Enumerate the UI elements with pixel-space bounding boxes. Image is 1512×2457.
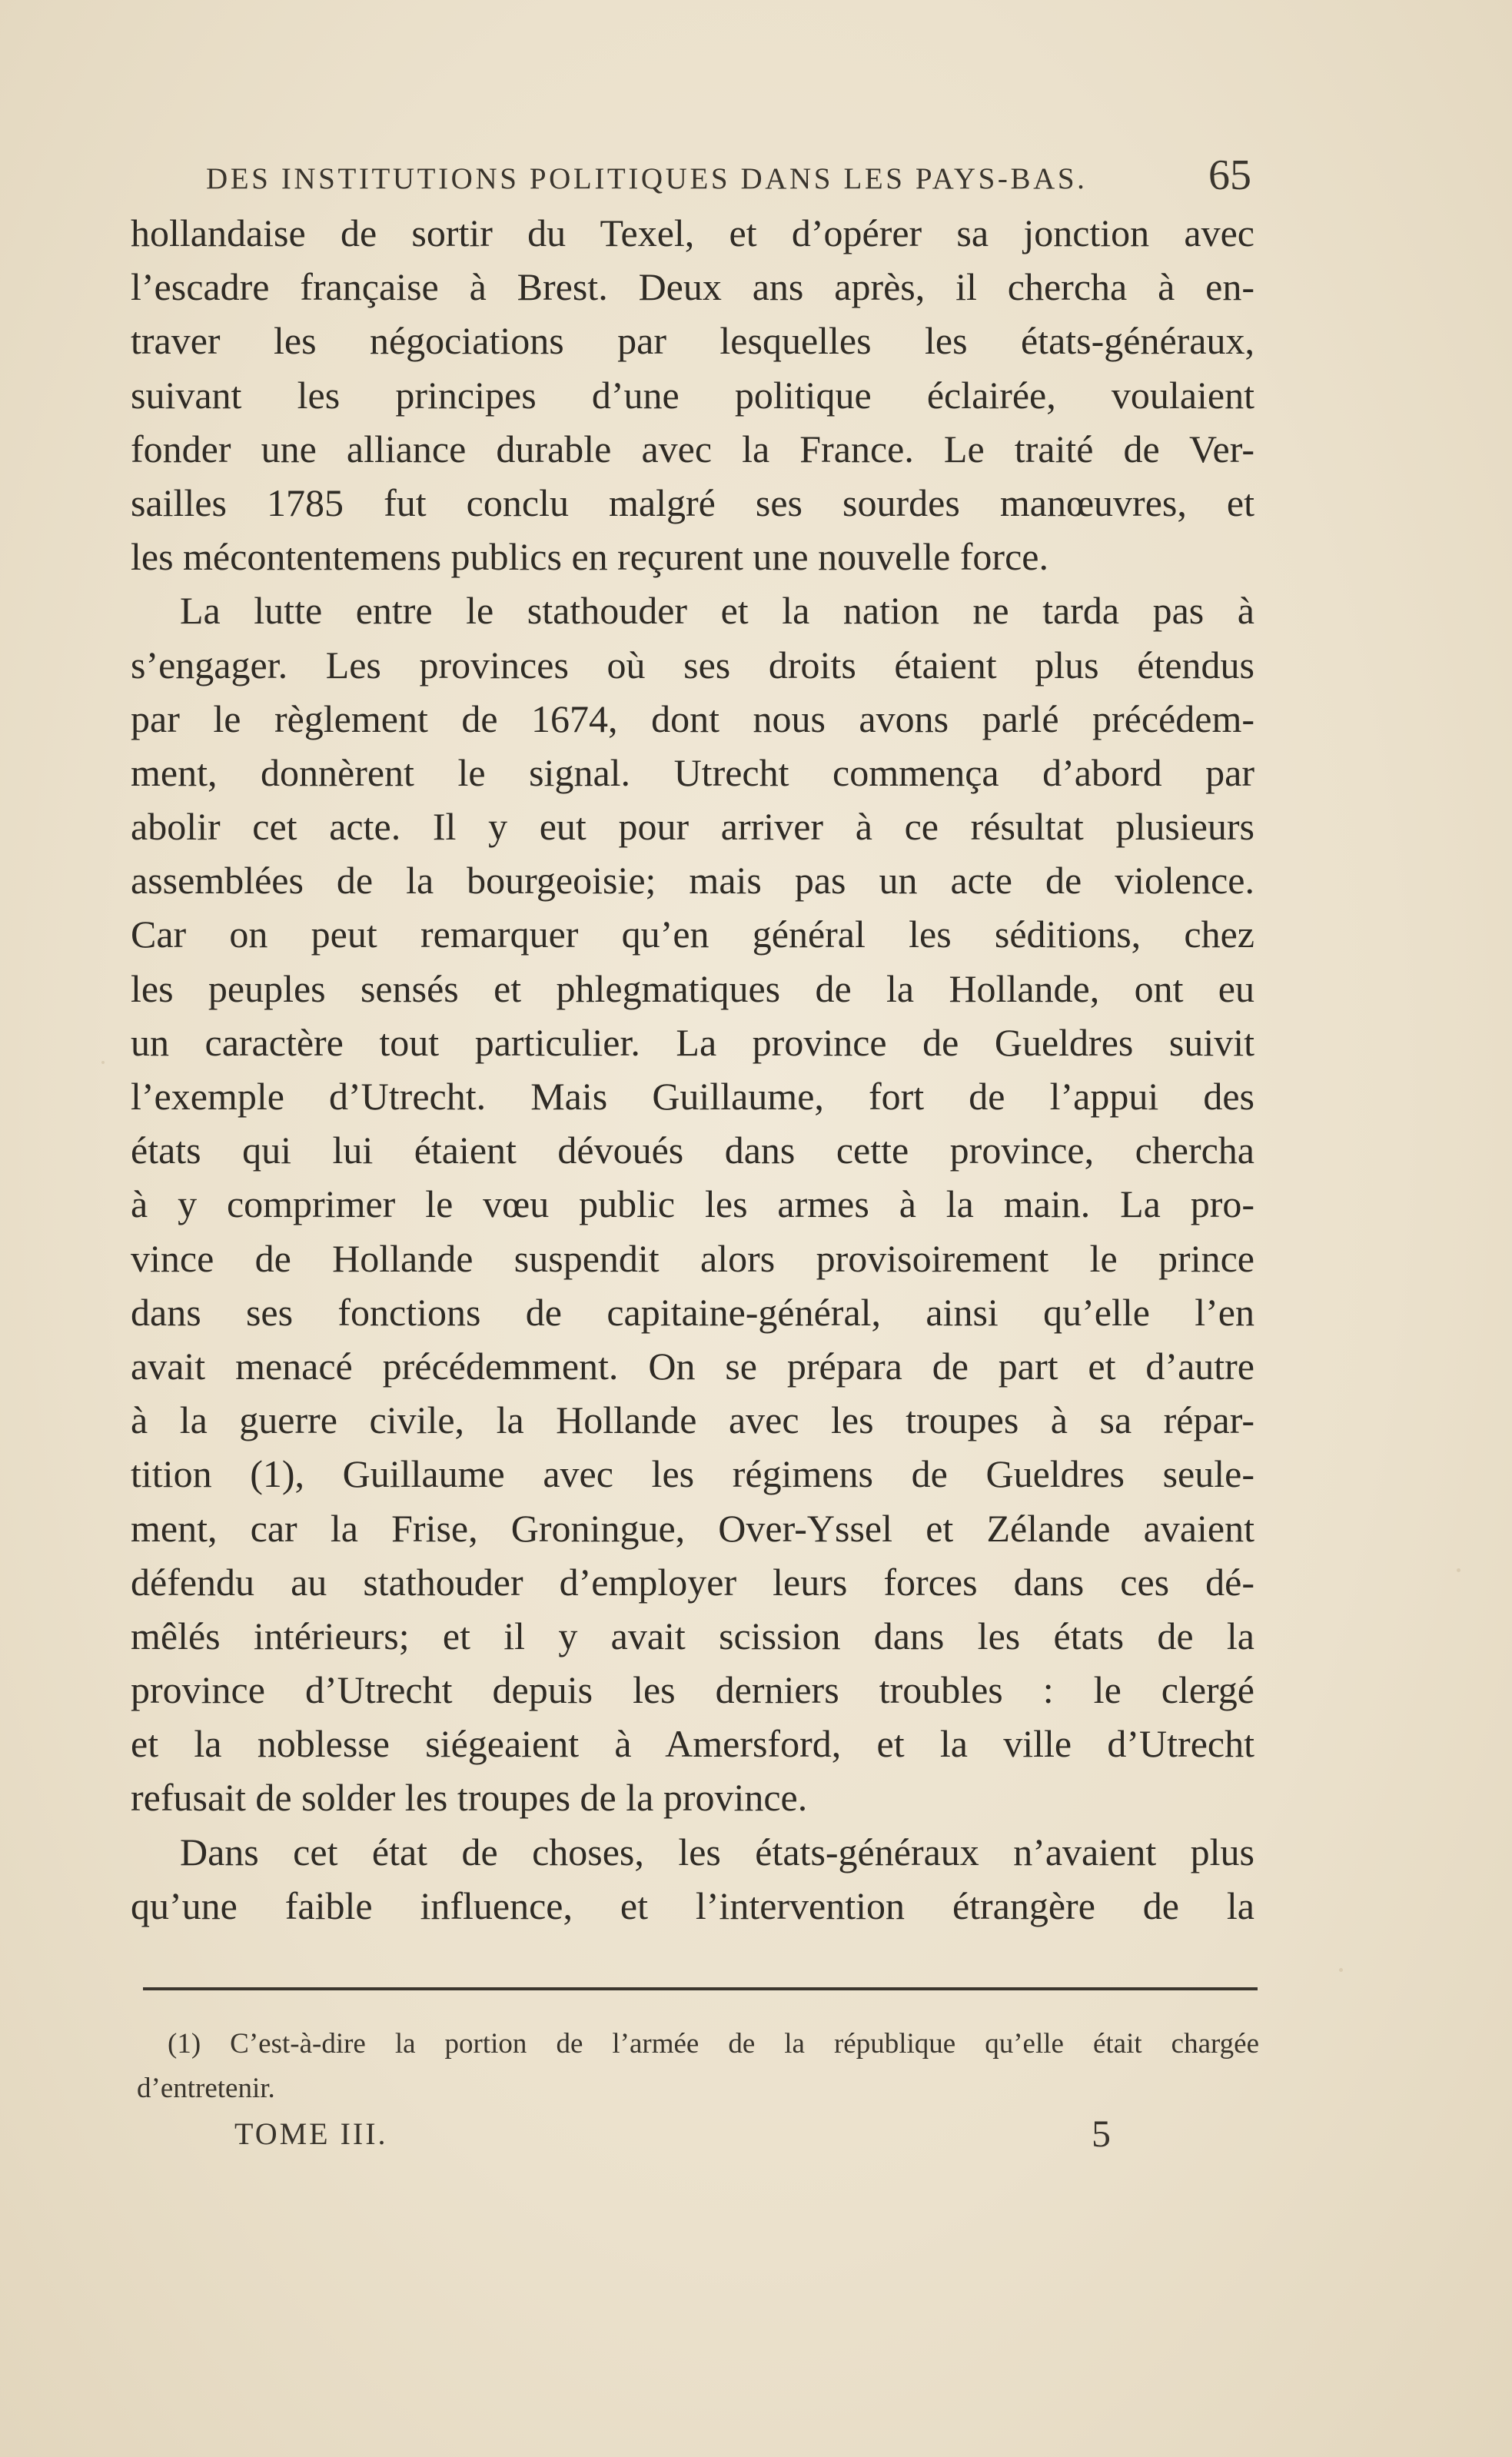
text-line: tition (1), Guillaume avec les régimens de Gueldres seule- (131, 1452, 1254, 1496)
text-line: fonder une alliance durable avec la France. Le traité de Ver- (131, 427, 1254, 470)
signature-number: 5 (1092, 2112, 1111, 2155)
text-line: suivant les principes d’une politique éclairée, voulaient (131, 373, 1254, 417)
footnote-rule (143, 1987, 1258, 1990)
text-line: s’engager. Les provinces où ses droits étaient plus étendus (131, 643, 1254, 687)
text-line: à y comprimer le vœu public les armes à la main. La pro- (131, 1182, 1254, 1226)
text-line: l’exemple d’Utrecht. Mais Guillaume, fort de l’appui des (131, 1075, 1254, 1118)
text-line: La lutte entre le stathouder et la nation ne tarda pas à (180, 589, 1254, 633)
text-line: refusait de solder les troupes de la province. (131, 1776, 808, 1820)
body-text (131, 206, 1254, 1933)
text-line: mêlés intérieurs; et il y avait scission dans les états de la (131, 1614, 1254, 1657)
paper-spot (1457, 1568, 1460, 1572)
running-title: DES INSTITUTIONS POLITIQUES DANS LES PAYS-BAS. (206, 162, 1088, 195)
footnote-line: d’entretenir. (137, 2073, 275, 2104)
paper-spot (1339, 1968, 1343, 1972)
text-line: qu’une faible influence, et l’intervention étrangère de la (131, 1883, 1254, 1927)
text-line: les mécontentemens publics en reçurent une nouvelle force. (131, 535, 1048, 579)
text-line: hollandaise de sortir du Texel, et d’opérer sa jonction avec (131, 211, 1254, 254)
text-line: vince de Hollande suspendit alors provisoirement le prince (131, 1236, 1254, 1280)
text-line: dans ses fonctions de capitaine-général, ainsi qu’elle l’en (131, 1290, 1254, 1334)
text-line: ment, car la Frise, Groningue, Over-Yssel et Zélande avaient (131, 1506, 1254, 1550)
text-line: défendu au stathouder d’employer leurs forces dans ces dé- (131, 1560, 1254, 1604)
paper-spot (101, 1061, 105, 1064)
text-line: traver les négociations par lesquelles les états-généraux, (131, 319, 1254, 363)
signature-line (234, 2112, 1111, 2162)
text-line: assemblées de la bourgeoisie; mais pas un acte de violence. (131, 859, 1254, 903)
text-line: un caractère tout particulier. La province de Gueldres suivit (131, 1020, 1254, 1064)
text-line: l’escadre française à Brest. Deux ans après, il chercha à en- (131, 265, 1254, 309)
text-line: à la guerre civile, la Hollande avec les troupes à sa répar- (131, 1398, 1254, 1442)
page-header (206, 151, 1251, 204)
footnote (137, 2022, 1259, 2111)
text-line: province d’Utrecht depuis les derniers troubles : le clergé (131, 1668, 1254, 1712)
text-line: et la noblesse siégeaient à Amersford, et la ville d’Utrecht (131, 1722, 1254, 1766)
text-line: Dans cet état de choses, les états-généraux n’avaient plus (180, 1830, 1254, 1874)
volume-mark: TOME III. (234, 2116, 388, 2151)
text-line: sailles 1785 fut conclu malgré ses sourdes manœuvres, et (131, 480, 1254, 524)
text-line: Car on peut remarquer qu’en général les séditions, chez (131, 913, 1254, 956)
text-line: par le règlement de 1674, dont nous avons parlé précédem- (131, 697, 1254, 740)
page-number: 65 (1208, 151, 1251, 199)
text-line: abolir cet acte. Il y eut pour arriver à ce résultat plusieurs (131, 805, 1254, 849)
footnote-line: (1) C’est-à-dire la portion de l’armée de la république qu’elle était chargée (168, 2028, 1259, 2060)
text-line: les peuples sensés et phlegmatiques de la Hollande, ont eu (131, 966, 1254, 1010)
text-line: états qui lui étaient dévoués dans cette province, chercha (131, 1129, 1254, 1172)
text-line: ment, donnèrent le signal. Utrecht commença d’abord par (131, 750, 1254, 794)
text-line: avait menacé précédemment. On se prépara de part et d’autre (131, 1344, 1254, 1388)
